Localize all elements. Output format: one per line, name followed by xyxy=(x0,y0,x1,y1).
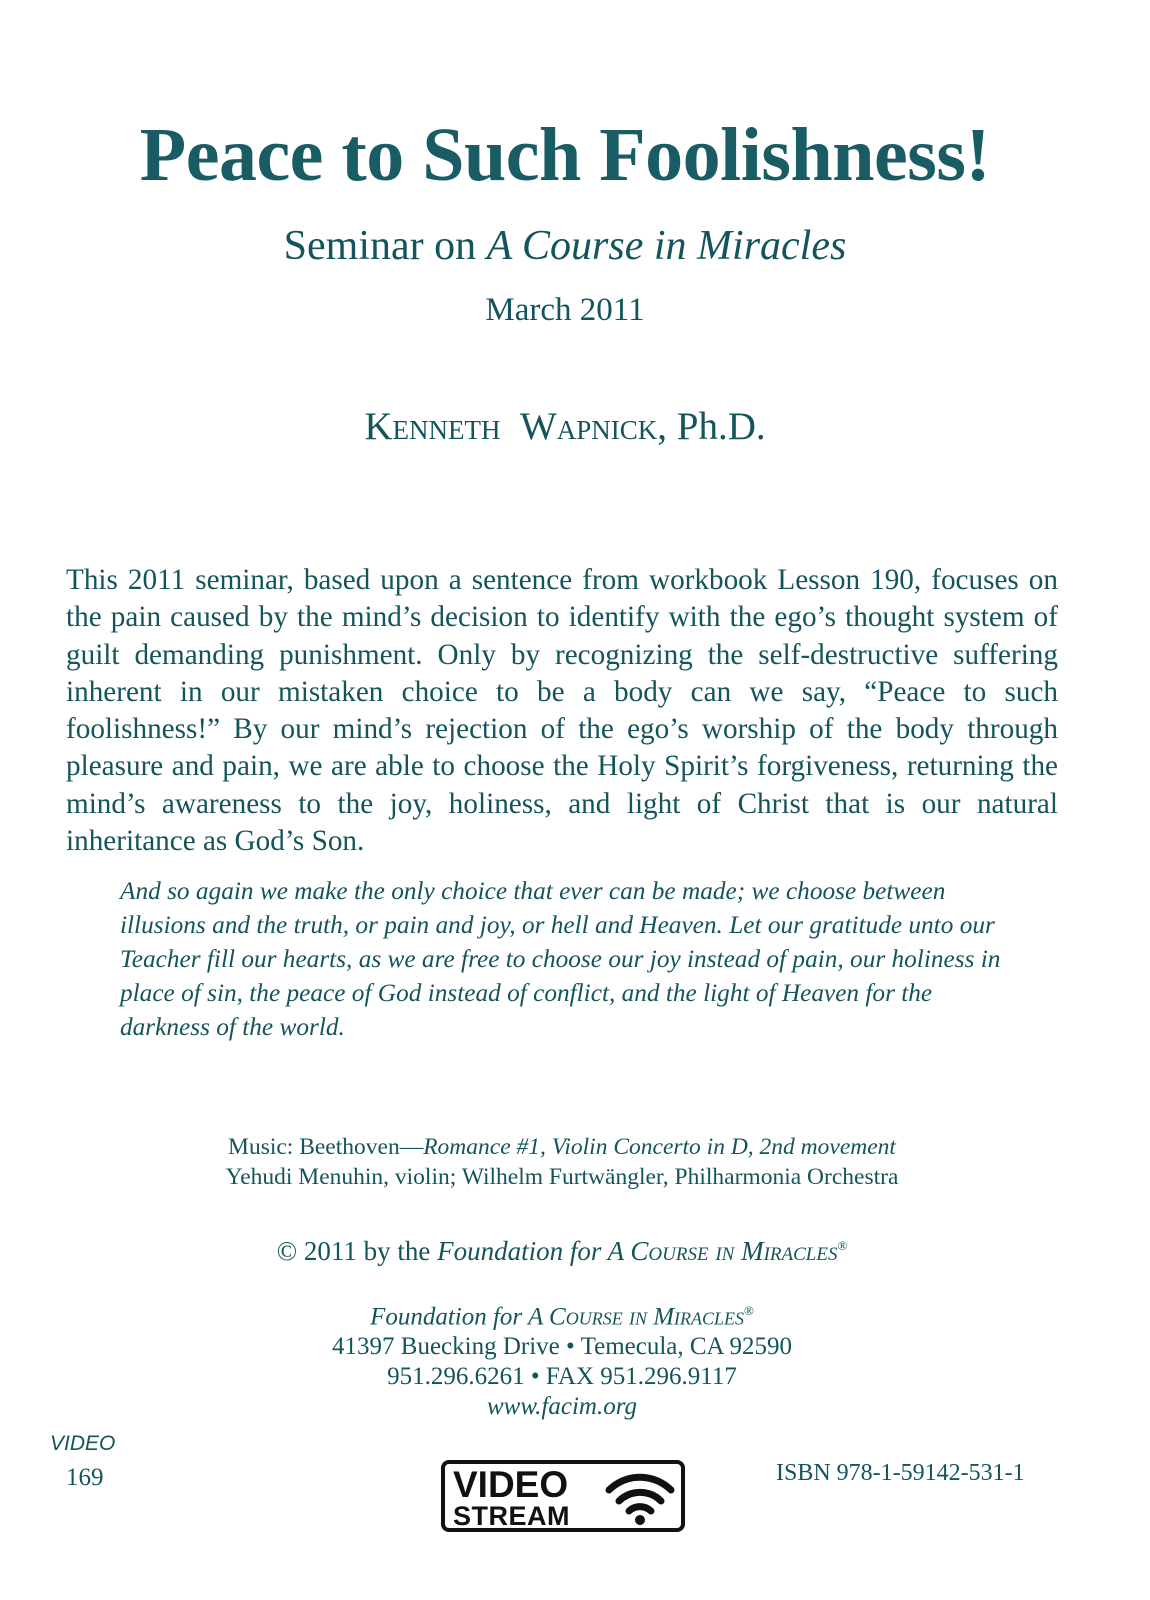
publisher-street: 41397 Buecking Drive • Temecula, CA 92590 xyxy=(332,1333,792,1361)
video-number: 169 xyxy=(66,1464,104,1491)
description-paragraph: This 2011 seminar, based upon a sentence from workbook Lesson 190, focuses on the pain caused by the mind’s decision to identify with the ego’s thought system of guilt demanding punishment. Only by recognizing the self-destructive suffering inherent in our mistaken choice to be a body can we say, “Peace to such foolishness!” By our mind’s rejection of the ego’s worship of the body through pleasure and pain, we are able to choose the Holy Spirit’s forgiveness, returning the mind’s awareness to the joy, holiness, and light of Christ that is our natural inheritance as God’s Son. xyxy=(66,564,1058,858)
copyright-org xyxy=(437,1236,837,1266)
publisher-phone: 951.296.6261 • FAX 951.296.9117 xyxy=(387,1363,737,1391)
registered-mark: ® xyxy=(744,1303,754,1318)
copyright-org-italic: Foundation for A xyxy=(437,1236,631,1266)
publisher-name xyxy=(0,1296,1124,1332)
publisher-name-italic: Foundation for A xyxy=(370,1303,550,1331)
lesson-quote: And so again we make the only choice that ever can be made; we choose between illusions and the truth, or pain and joy, or hell and Heaven. Let our gratitude unto our Teacher fill our hearts, as we are free to choose our joy instead of pain, our holiness in place of sin, the peace of God instead of conflict, and the light of Heaven for the darkness of the world. xyxy=(120,877,1001,1041)
registered-mark: ® xyxy=(837,1238,848,1253)
subtitle-italic: A Course in Miracles xyxy=(486,223,847,269)
video-label: VIDEO xyxy=(50,1432,116,1455)
page-title: Peace to Such Foolishness! xyxy=(139,113,991,197)
publisher-website[interactable]: www.facim.org xyxy=(486,1393,637,1421)
author-suffix: , Ph.D. xyxy=(657,405,766,448)
copyright-line xyxy=(0,1236,1124,1267)
publisher-name-smallcaps: Course in Miracles xyxy=(549,1303,745,1331)
subtitle-prefix: Seminar on xyxy=(283,223,487,269)
music-piece: Romance #1, Violin Concerto in D, 2nd movement xyxy=(423,1134,896,1160)
copyright-prefix: © 2011 by the xyxy=(276,1236,438,1266)
author xyxy=(0,404,1130,449)
author-first-name: Kenneth xyxy=(364,405,501,448)
stream-logo-text xyxy=(453,1464,570,1530)
wifi-icon xyxy=(605,1470,675,1526)
stream-logo-line2: STREAM xyxy=(453,1501,570,1531)
video-stream-logo xyxy=(441,1460,685,1532)
music-line-1 xyxy=(0,1132,1124,1162)
isbn: ISBN 978-1-59142-531-1 xyxy=(776,1460,1025,1486)
subtitle xyxy=(0,222,1130,270)
seminar-date: March 2011 xyxy=(485,292,645,328)
music-prefix: Music: Beethoven— xyxy=(228,1134,424,1160)
publisher-address xyxy=(0,1296,1124,1422)
music-performers: Yehudi Menuhin, violin; Wilhelm Furtwängler, Philharmonia Orchestra xyxy=(225,1164,899,1190)
stream-logo-line1: VIDEO xyxy=(453,1464,569,1505)
author-last-name: Wapnick xyxy=(519,405,658,448)
copyright-org-smallcaps: Course in Miracles xyxy=(630,1236,838,1266)
music-credit xyxy=(0,1132,1124,1192)
